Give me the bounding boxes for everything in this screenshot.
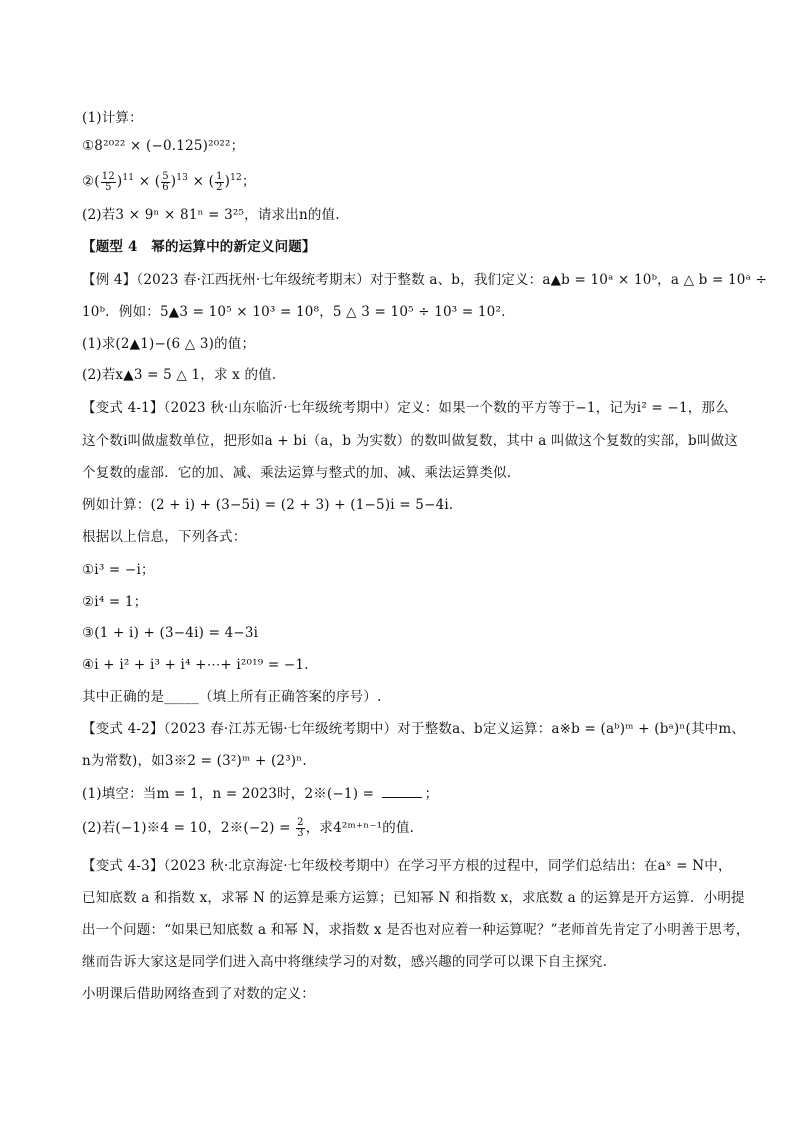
circled-number: ②( — [82, 173, 100, 190]
fraction: $\frac{2}{3}$ — [297, 817, 304, 839]
text-line: 小明课后借助网络查到了对数的定义： — [82, 986, 315, 1002]
fraction: $\frac{5}{6}$ — [162, 170, 169, 193]
answer-blank — [382, 783, 422, 798]
exponent: 13 — [176, 173, 189, 183]
text-line: n为常数)，如3※2 = (3²)ᵐ + (2³)ⁿ. — [82, 753, 307, 769]
variant-title: 【变式 4-1】（2023 秋·山东临沂·七年级统考期中）定义：如果一个数的平方等于−1，记为i² = −1，那么 — [82, 400, 729, 416]
text-line: 例如计算：(2 + i) + (3−5i) = (2 + 3) + (1−5)i = 5−4i. — [82, 497, 454, 513]
option-line: ②i⁴ = 1； — [82, 594, 148, 610]
text-line: ①8²⁰²² × (−0.125)²⁰²²； — [82, 138, 245, 154]
text-line: 继而告诉大家这是同学们进入高中将继续学习的对数，感兴趣的同学可以课下自主探究. — [82, 954, 608, 970]
option-line: ④i + i² + i³ + i⁴ +⋯+ i²⁰¹⁹ = −1. — [82, 657, 309, 673]
option-line: ③(1 + i) + (3−4i) = 4−3i — [82, 625, 259, 641]
option-line: ①i³ = −i； — [82, 562, 155, 578]
text-line: 其中正确的是_____（填上所有正确答案的序号）. — [82, 689, 382, 705]
text-line: 出一个问题：“如果已知底数 a 和幂 N，求指数 x 是否也对应着一种运算呢？”老师首先肯定了小明善于思考， — [82, 922, 750, 938]
text-line: 这个数i叫做虚数单位，把形如a + bi（a，b 为实数）的数叫做复数，其中 a 叫做这个复数的实部，b叫做这 — [82, 433, 738, 449]
exponent: 12 — [230, 173, 242, 183]
expression-line: ②( $\frac{12}{5}$ )$^{11}$ × ( $\frac{5}{6}$ )$^{13}$ × ( $\frac{1}{2}$ )$^{12}$； — [82, 170, 256, 193]
section-heading: 【题型 4 幂的运算中的新定义问题】 — [82, 239, 316, 255]
text-line: (2)若x▲3 = 5 △ 1，求 x 的值. — [82, 367, 277, 383]
variant-title: 【变式 4-3】（2023 秋·北京海淀·七年级校考期中）在学习平方根的过程中，同学们总结出：在aˣ = N中， — [82, 858, 732, 874]
fraction: $\frac{12}{5}$ — [101, 170, 115, 193]
text-line: 10ᵇ．例如：5▲3 = 10⁵ × 10³ = 10⁸，5 △ 3 = 10⁵ ÷ 10³ = 10². — [82, 304, 506, 320]
example-title: 【例 4】（2023 春·江西抚州·七年级统考期末）对于整数 a、b，我们定义：a▲b = 10ᵃ × 10ᵇ，a △ b = 10ᵃ ÷ — [82, 272, 768, 288]
variant-title: 【变式 4-2】（2023 春·江苏无锡·七年级统考期中）对于整数a、b定义运算：a※b = (aᵇ)ᵐ + (bᵃ)ⁿ(其中m、 — [82, 721, 746, 737]
text-line: (1)计算： — [82, 110, 143, 126]
text-line: (2)若(−1)※4 = 10，2※(−2) = $\frac{2}{3}$ ，求4²ᵐ⁺ⁿ⁻¹的值. — [82, 817, 415, 839]
text-line: 已知底数 a 和指数 x，求幂 N 的运算是乘方运算；已知幂 N 和指数 x，求底数 a 的运算是开方运算．小明提 — [82, 890, 745, 906]
text-line: (1)求(2▲1)−(6 △ 3)的值； — [82, 336, 256, 352]
exponent: 11 — [122, 173, 135, 183]
text-line: 个复数的虚部．它的加、减、乘法运算与整式的加、减、乘法运算类似. — [82, 465, 512, 481]
text-line: 根据以上信息，下列各式： — [82, 529, 247, 545]
text-line: (2)若3 × 9ⁿ × 81ⁿ = 3²⁵，请求出n的值. — [82, 207, 340, 223]
fraction: $\frac{1}{2}$ — [216, 170, 223, 193]
fill-in-line: (1)填空：当m = 1，n = 2023时，2※(−1) = ； — [82, 783, 438, 804]
